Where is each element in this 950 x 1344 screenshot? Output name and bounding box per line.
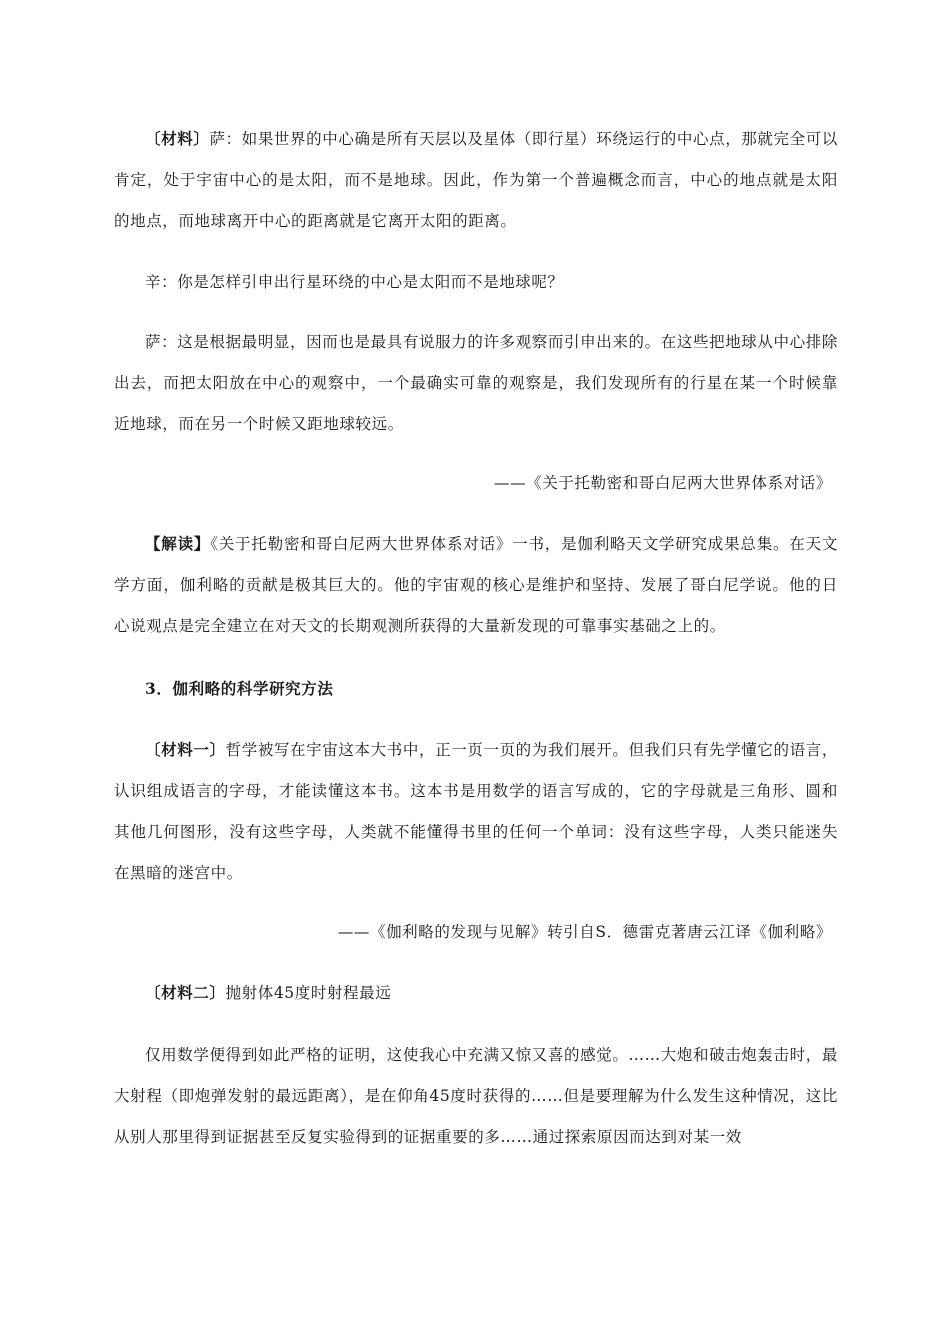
material-sa-text: 萨：如果世界的中心确是所有天层以及星体（即行星）环绕运行的中心点，那就完全可以肯定，处于宇宙中心的是太阳，而不是地球。因此，作为第一个普遍概念而言，中心的地点就是太阳的地点，而地球离开中心的距离就是它离开太阳的距离。 [114,130,838,230]
material-one-label: 〔材料一〕 [145,740,226,759]
material-one-paragraph [114,729,838,894]
xin-question-paragraph [114,262,838,303]
material-label: 〔材料〕 [145,129,210,148]
source-citation-2: ——《伽利略的发现与见解》转引自S．德雷克著唐云江译《伽利略》 [337,923,832,941]
material-two-body [114,1035,838,1158]
section-heading-3: 3．伽利略的科学研究方法 [145,679,334,698]
source-citation-1: ——《关于托勒密和哥白尼两大世界体系对话》 [493,474,832,492]
material-two-paragraph [114,972,838,1014]
material-two-title: 抛射体45度时射程最远 [225,984,392,1002]
interpretation-text: 《关于托勒密和哥白尼两大世界体系对话》一书，是伽利略天文学研究成果总集。在天文学方面，伽利略的贡献是极其巨大的。他的宇宙观的核心是维护和坚持、发展了哥白尼学说。他的日心说观点是完全建立在对天文的长期观测所获得的大量新发现的可靠事实基础之上的。 [114,535,839,635]
material-two-body-text: 仅用数学便得到如此严格的证明，这使我心中充满又惊又喜的感觉。……大炮和破击炮轰击时，最大射程（即炮弹发射的最远距离），是在仰角45度时获得的……但是要理解为什么发生这种情况，这比从别人那里得到证据甚至反复实验得到的证据重要的多……通过探索原因而达到对某一效 [114,1046,838,1146]
xin-question-text: 辛：你是怎样引申出行星环绕的中心是太阳而不是地球呢？ [145,273,564,291]
material-one-text: 哲学被写在宇宙这本大书中，正一页一页的为我们展开。但我们只有先学懂它的语言，认识组成语言的字母，才能读懂这本书。这本书是用数学的语言写成的，它的字母就是三角形、圆和其他几何图形，没有这些字母，人类就不能懂得书里的任何一个单词：没有这些字母，人类只能迷失在黑暗的迷宫中。 [114,741,838,882]
material-two-label: 〔材料二〕 [145,983,226,1002]
interpretation-label: 【解读】 [145,534,211,553]
material-sa-paragraph [114,118,838,242]
sa-answer-text: 萨：这是根据最明显，因而也是最具有说服力的许多观察而引申出来的。在这些把地球从中心排除出去，而把太阳放在中心的观察中，一个最确实可靠的观察是，我们发现所有的行星在某一个时候靠近地球，而在另一个时候又距地球较远。 [114,333,838,433]
interpretation-paragraph [114,523,838,647]
sa-answer-paragraph [114,322,838,445]
